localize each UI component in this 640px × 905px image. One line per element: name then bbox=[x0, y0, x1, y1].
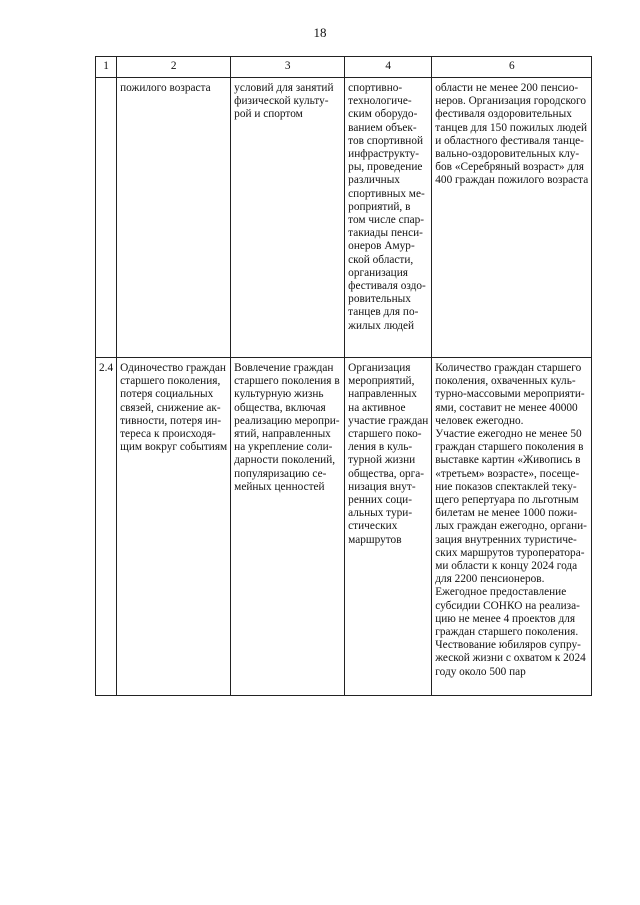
cell-text-line: танцев для 150 пожилых людей bbox=[435, 121, 588, 134]
cell-text-line: пожилого возраста bbox=[120, 82, 211, 94]
cell-text-line: для 2200 пенсионеров. bbox=[435, 573, 545, 586]
measures-cell bbox=[345, 78, 432, 358]
cell-text-line: условий для занятий bbox=[234, 82, 334, 94]
cell-text-line: щего репертуара по льготным bbox=[435, 494, 579, 507]
cell-text-line: реализацию меропри- bbox=[234, 414, 340, 427]
cell-text-line: 400 граждан пожилого возраста bbox=[435, 174, 589, 187]
result-cell bbox=[432, 358, 592, 696]
row-number-cell: 2.4 bbox=[96, 358, 117, 696]
cell-text-line: различных bbox=[348, 174, 400, 187]
cell-text-line: поколения, охваченных куль- bbox=[435, 375, 576, 388]
cell-text-line: зация внутренних туристиче- bbox=[435, 533, 577, 546]
cell-text-line: щим вокруг событиям bbox=[120, 441, 228, 454]
cell-text-line: потеря социальных bbox=[120, 388, 214, 401]
page-number: 18 bbox=[313, 25, 327, 40]
cell-text-line: такиады пенси- bbox=[348, 227, 423, 240]
cell-text-line: вально-оздоровительных клу- bbox=[435, 148, 580, 161]
cell-text-line: фестиваля оздо- bbox=[348, 280, 426, 293]
cell-text-line: бов «Серебряный возраст» для bbox=[435, 161, 584, 174]
cell-text-line: ванием объек- bbox=[348, 121, 417, 134]
cell-text-line: ями, составит не менее 40000 bbox=[435, 401, 578, 414]
cell-text-line: старшего поколения, bbox=[120, 375, 221, 388]
cell-text-line: «третьем» возрасте», посеще- bbox=[435, 467, 580, 480]
cell-text-line: культурную жизнь bbox=[234, 388, 324, 401]
cell-text-line: рой и спортом bbox=[234, 108, 303, 121]
cell-text-line: связей, снижение ак- bbox=[120, 401, 221, 414]
cell-text-line: ры, проведение bbox=[348, 161, 423, 174]
column-header-4: 4 bbox=[345, 57, 432, 78]
cell-text-line: области не менее 200 пенсио- bbox=[435, 82, 579, 94]
cell-text-line: ских маршрутов туроператора- bbox=[435, 546, 585, 559]
cell-text-line: мероприятий, bbox=[348, 375, 415, 388]
header-row bbox=[96, 57, 592, 78]
cell-text-line: дарности поколений, bbox=[234, 454, 336, 467]
cell-text-line: турной жизни bbox=[348, 454, 416, 467]
cell-text-line: популяризацию се- bbox=[234, 467, 327, 480]
cell-text-line: жилых людей bbox=[348, 319, 415, 332]
cell-text-line: альных тури- bbox=[348, 507, 413, 520]
measures-cell bbox=[345, 358, 432, 696]
cell-text-line: низация внут- bbox=[348, 480, 416, 493]
cell-text-line: спортивно- bbox=[348, 82, 403, 94]
cell-text-line: Организация bbox=[348, 362, 411, 374]
cell-text-line: мейных ценностей bbox=[234, 480, 325, 493]
cell-text-line: ятий, направленных bbox=[234, 428, 331, 441]
cell-text-line: Количество граждан старшего bbox=[435, 362, 582, 374]
cell-text-line: году около 500 пар bbox=[435, 665, 526, 678]
column-header-3: 3 bbox=[231, 57, 345, 78]
measures-table bbox=[95, 56, 592, 696]
cell-text-line: Ежегодное предоставление bbox=[435, 586, 567, 599]
result-cell bbox=[432, 78, 592, 358]
cell-text-line: Одиночество граждан bbox=[120, 362, 226, 374]
cell-text-line: спортивных ме- bbox=[348, 187, 425, 200]
cell-text-line: онеров Амур- bbox=[348, 240, 415, 253]
cell-text-line: маршрутов bbox=[348, 533, 402, 546]
cell-text-line: ским оборудо- bbox=[348, 108, 418, 121]
cell-text-line: физической культу- bbox=[234, 95, 329, 108]
cell-text-line: направленных bbox=[348, 388, 417, 401]
cell-text-line: старшего поколения в bbox=[234, 375, 340, 388]
cell-text-line: роприятий, в bbox=[348, 200, 411, 213]
cell-text-line: Вовлечение граждан bbox=[234, 362, 334, 374]
cell-text-line: Участие ежегодно не менее 50 bbox=[435, 428, 582, 441]
cell-text-line: человек ежегодно. bbox=[435, 414, 524, 427]
cell-text-line: тивности, потеря ин- bbox=[120, 414, 222, 427]
cell-text-line: общества, орга- bbox=[348, 467, 425, 480]
table-row bbox=[96, 78, 592, 358]
cell-text-line: жеской жизни с охватом к 2024 bbox=[435, 652, 586, 665]
problem-cell bbox=[117, 78, 231, 358]
problem-cell bbox=[117, 358, 231, 696]
cell-text-line: ние показов спектаклей теку- bbox=[435, 480, 577, 493]
cell-text-line: танцев для по- bbox=[348, 306, 419, 319]
cell-text-line: неров. Организация городского bbox=[435, 95, 587, 108]
task-cell bbox=[231, 358, 345, 696]
column-header-6: 6 bbox=[432, 57, 592, 78]
table-row bbox=[96, 358, 592, 696]
cell-text-line: граждан старшего поколения в bbox=[435, 441, 584, 454]
column-header-2: 2 bbox=[117, 57, 231, 78]
cell-text-line: технологиче- bbox=[348, 95, 412, 108]
cell-text-line: старшего поко- bbox=[348, 428, 422, 441]
cell-text-line: выставке картин «Живопись в bbox=[435, 454, 581, 467]
cell-text-line: ровительных bbox=[348, 293, 411, 306]
cell-text-line: на активное bbox=[348, 401, 406, 414]
cell-text-line: граждан старшего поколения. bbox=[435, 626, 579, 639]
cell-text-line: цию не менее 4 проектов для bbox=[435, 612, 576, 625]
cell-text-line: билетам не менее 1000 пожи- bbox=[435, 507, 578, 520]
cell-text-line: ренних соци- bbox=[348, 494, 412, 507]
cell-text-line: Чествование юбиляров супру- bbox=[435, 639, 581, 652]
cell-text-line: субсидии СОНКО на реализа- bbox=[435, 599, 580, 612]
cell-text-line: ми области к концу 2024 года bbox=[435, 560, 578, 573]
cell-text-line: лых граждан ежегодно, органи- bbox=[435, 520, 587, 533]
cell-text-line: участие граждан bbox=[348, 414, 429, 427]
cell-text-line: на укрепление соли- bbox=[234, 441, 333, 454]
cell-text-line: организация bbox=[348, 266, 408, 279]
cell-text-line: и областного фестиваля танце- bbox=[435, 134, 584, 147]
cell-text-line: общества, включая bbox=[234, 401, 326, 414]
cell-text-line: фестиваля оздоровительных bbox=[435, 108, 572, 121]
cell-text-line: ской области, bbox=[348, 253, 414, 266]
cell-text-line: тов спортивной bbox=[348, 134, 424, 147]
cell-text-line: ления в куль- bbox=[348, 441, 413, 454]
cell-text-line: стических bbox=[348, 520, 398, 533]
row-number-cell bbox=[96, 78, 117, 358]
cell-text-line: турно-массовыми мероприяти- bbox=[435, 388, 585, 401]
cell-text-line: тереса к происходя- bbox=[120, 428, 216, 441]
task-cell bbox=[231, 78, 345, 358]
cell-text-line: том числе спар- bbox=[348, 214, 425, 227]
cell-text-line: инфраструкту- bbox=[348, 148, 420, 161]
column-header-1: 1 bbox=[96, 57, 117, 78]
